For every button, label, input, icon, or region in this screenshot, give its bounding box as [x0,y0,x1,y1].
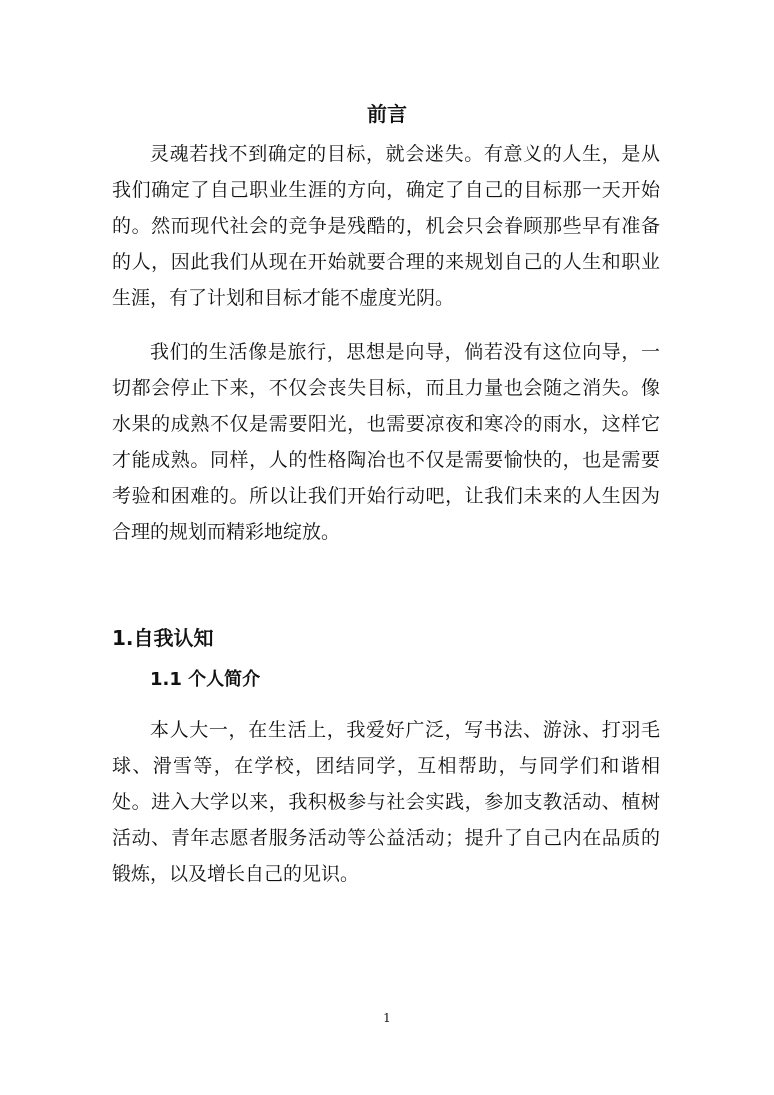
preface-paragraph-1: 灵魂若找不到确定的目标，就会迷失。有意义的人生，是从我们确定了自己职业生涯的方向，确定了自己的目标那一天开始的。然而现代社会的竞争是残酷的，机会只会眷顾那些早有准备的人，因此我们从现在开始就要合理的来规划自己的人生和职业生涯，有了计划和目标才能不虚度光阴。 [112,143,660,309]
page-title: 前言 [367,102,407,126]
subsection-heading: 1.1 个人简介 [150,669,261,690]
section-heading: 1.自我认知 [112,626,214,650]
preface-paragraph-2: 我们的生活像是旅行，思想是向导，倘若没有这位向导，一切都会停止下来，不仅会丧失目标，而且力量也会随之消失。像水果的成熟不仅是需要阳光，也需要凉夜和寒冷的雨水，这样它才能成熟。同样，人的性格陶冶也不仅是需要愉快的，也是需要考验和困难的。所以让我们开始行动吧，让我们未来的人生因为合理的规划而精彩地绽放。 [112,341,660,543]
page-number: 1 [383,1011,391,1025]
personal-intro-paragraph: 本人大一，在生活上，我爱好广泛，写书法、游泳、打羽毛球、滑雪等，在学校，团结同学，互相帮助，与同学们和谐相处。进入大学以来，我积极参与社会实践，参加支教活动、植树活动、青年志愿者服务活动等公益活动；提升了自己内在品质的锻炼，以及增长自己的见识。 [112,719,660,885]
